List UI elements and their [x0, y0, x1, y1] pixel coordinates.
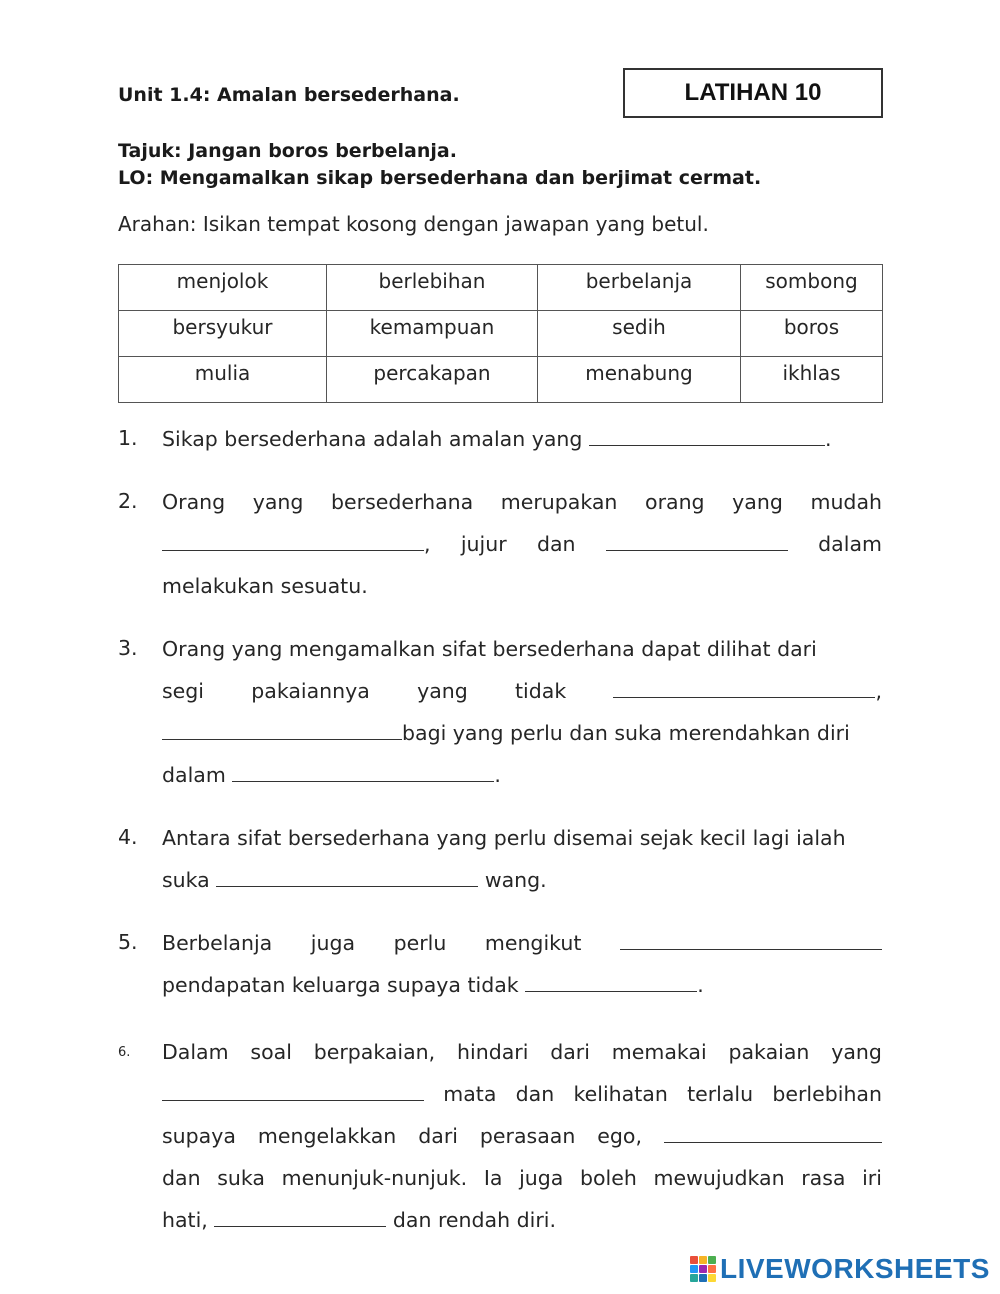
question-word: Ia: [483, 1166, 503, 1190]
logo-square: [699, 1265, 707, 1273]
question-word: dan: [536, 532, 576, 556]
question-text: dalam: [162, 763, 226, 787]
word-cell: mulia: [119, 357, 327, 403]
question-line: [162, 670, 882, 712]
question-word: rasa: [801, 1166, 846, 1190]
question-number: 4.: [118, 825, 138, 849]
question-word: pakaian: [728, 1040, 810, 1064]
question-word: memakai: [611, 1040, 707, 1064]
word-cell: sombong: [741, 265, 883, 311]
question-word: juga: [310, 931, 356, 955]
question-number: 1.: [118, 426, 138, 450]
answer-blank[interactable]: [214, 1204, 386, 1227]
question-word: kelihatan: [573, 1082, 668, 1106]
word-cell: sedih: [538, 311, 741, 357]
answer-blank[interactable]: [162, 717, 402, 740]
question-word: ego,: [597, 1124, 642, 1148]
question-word: perasaan: [479, 1124, 576, 1148]
word-cell: menjolok: [119, 265, 327, 311]
question-line: [162, 523, 882, 565]
logo-square: [690, 1274, 698, 1282]
answer-blank[interactable]: [162, 1078, 424, 1101]
question-word: suka: [217, 1166, 265, 1190]
question-word: perlu: [393, 931, 447, 955]
question-text: bagi yang perlu dan suka merendahkan diri: [402, 721, 850, 745]
question-word: boleh: [579, 1166, 637, 1190]
logo-square: [708, 1265, 716, 1273]
question-word: segi: [162, 679, 205, 703]
latihan-box: LATIHAN 10: [623, 68, 883, 118]
question-line: [162, 418, 882, 460]
question-text: wang.: [484, 868, 547, 892]
logo-square: [708, 1256, 716, 1264]
word-cell: bersyukur: [119, 311, 327, 357]
question-word: terlalu: [687, 1082, 754, 1106]
liveworksheets-logo: [690, 1253, 990, 1285]
answer-blank[interactable]: [525, 969, 697, 992]
question-text: ,: [875, 679, 882, 703]
question-word: berlebihan: [772, 1082, 882, 1106]
question-5: [118, 922, 882, 1006]
question-word: mengelakkan: [257, 1124, 397, 1148]
logo-square: [708, 1274, 716, 1282]
question-number: 2.: [118, 489, 138, 513]
question-word: yang: [252, 490, 304, 514]
word-cell: percakapan: [327, 357, 538, 403]
word-bank-row: [119, 311, 883, 357]
question-line: [162, 565, 882, 607]
word-cell: kemampuan: [327, 311, 538, 357]
word-cell: berlebihan: [327, 265, 538, 311]
question-line: [162, 922, 882, 964]
word-cell: boros: [741, 311, 883, 357]
logo-text: LIVEWORKSHEETS: [720, 1253, 990, 1284]
answer-blank[interactable]: [589, 423, 825, 446]
question-line: [162, 1073, 882, 1115]
logo-square: [699, 1256, 707, 1264]
question-word: iri: [862, 1166, 882, 1190]
question-word: hindari: [457, 1040, 529, 1064]
question-text: .: [824, 427, 832, 451]
question-word: yang: [831, 1040, 882, 1064]
question-number: 3.: [118, 636, 138, 660]
question-text: .: [697, 973, 704, 997]
question-line: [162, 1031, 882, 1073]
question-word: jujur: [460, 532, 507, 556]
question-word: yang: [417, 679, 468, 703]
question-text: pendapatan keluarga supaya tidak: [162, 973, 519, 997]
question-text: Sikap bersederhana adalah amalan yang: [162, 427, 583, 451]
word-cell: menabung: [538, 357, 741, 403]
question-6: [118, 1031, 882, 1241]
logo-square: [699, 1274, 707, 1282]
word-cell: ikhlas: [741, 357, 883, 403]
question-1: [118, 418, 882, 460]
answer-blank[interactable]: [664, 1120, 882, 1143]
question-word: dan: [162, 1166, 201, 1190]
question-number: 5.: [118, 930, 138, 954]
question-line: [162, 1157, 882, 1199]
question-text: melakukan sesuatu.: [162, 574, 368, 598]
question-word: dari: [418, 1124, 458, 1148]
answer-blank[interactable]: [216, 864, 478, 887]
question-text: Antara sifat bersederhana yang perlu disemai sejak kecil lagi ialah: [162, 826, 846, 850]
word-bank-row: [119, 357, 883, 403]
unit-title: Unit 1.4: Amalan bersederhana.: [118, 84, 460, 106]
word-bank-table: [118, 264, 883, 403]
question-text: .: [494, 763, 501, 787]
question-2: [118, 481, 882, 607]
question-word: mengikut: [484, 931, 582, 955]
question-line: [162, 481, 882, 523]
question-text: dan rendah diri.: [392, 1208, 556, 1232]
answer-blank[interactable]: [162, 528, 424, 551]
question-word: dalam: [818, 532, 882, 556]
question-word: tidak: [515, 679, 567, 703]
question-word: pakaiannya: [251, 679, 370, 703]
question-word: mudah: [810, 490, 882, 514]
question-3: [118, 628, 882, 796]
question-word: mata: [443, 1082, 497, 1106]
word-cell: berbelanja: [538, 265, 741, 311]
question-word: dan: [515, 1082, 555, 1106]
question-text: ,: [424, 532, 431, 556]
logo-square: [690, 1256, 698, 1264]
logo-square: [690, 1265, 698, 1273]
question-word: berpakaian,: [313, 1040, 436, 1064]
question-text: hati,: [162, 1208, 208, 1232]
answer-blank[interactable]: [620, 927, 882, 950]
question-word: Dalam: [162, 1040, 229, 1064]
question-word: Orang: [162, 490, 226, 514]
question-line: [162, 859, 882, 901]
question-word: orang: [645, 490, 705, 514]
word-bank-row: [119, 265, 883, 311]
answer-blank[interactable]: [232, 759, 494, 782]
answer-blank[interactable]: [613, 675, 875, 698]
question-word: bersederhana: [331, 490, 474, 514]
question-line: [162, 1115, 882, 1157]
question-line: [162, 1199, 882, 1241]
question-word: dari: [550, 1040, 590, 1064]
question-line: [162, 712, 882, 754]
question-word: supaya: [162, 1124, 236, 1148]
question-4: [118, 817, 882, 901]
question-word: soal: [250, 1040, 292, 1064]
question-word: yang: [732, 490, 783, 514]
instruction: Arahan: Isikan tempat kosong dengan jawapan yang betul.: [118, 212, 709, 236]
question-text: Orang yang mengamalkan sifat bersederhana dapat dilihat dari: [162, 637, 817, 661]
question-line: [162, 964, 882, 1006]
lo-line: LO: Mengamalkan sikap bersederhana dan berjimat cermat.: [118, 167, 762, 189]
question-line: [162, 754, 882, 796]
logo-grid-icon: [690, 1256, 716, 1282]
question-word: Berbelanja: [162, 931, 273, 955]
question-line: [162, 628, 882, 670]
question-line: [162, 817, 882, 859]
question-word: menunjuk-nunjuk.: [281, 1166, 468, 1190]
tajuk-line: Tajuk: Jangan boros berbelanja.: [118, 140, 457, 162]
answer-blank[interactable]: [606, 528, 788, 551]
question-word: mewujudkan: [653, 1166, 785, 1190]
question-text: suka: [162, 868, 210, 892]
question-word: merupakan: [500, 490, 618, 514]
question-word: juga: [519, 1166, 564, 1190]
question-number: 6.: [118, 1045, 131, 1060]
